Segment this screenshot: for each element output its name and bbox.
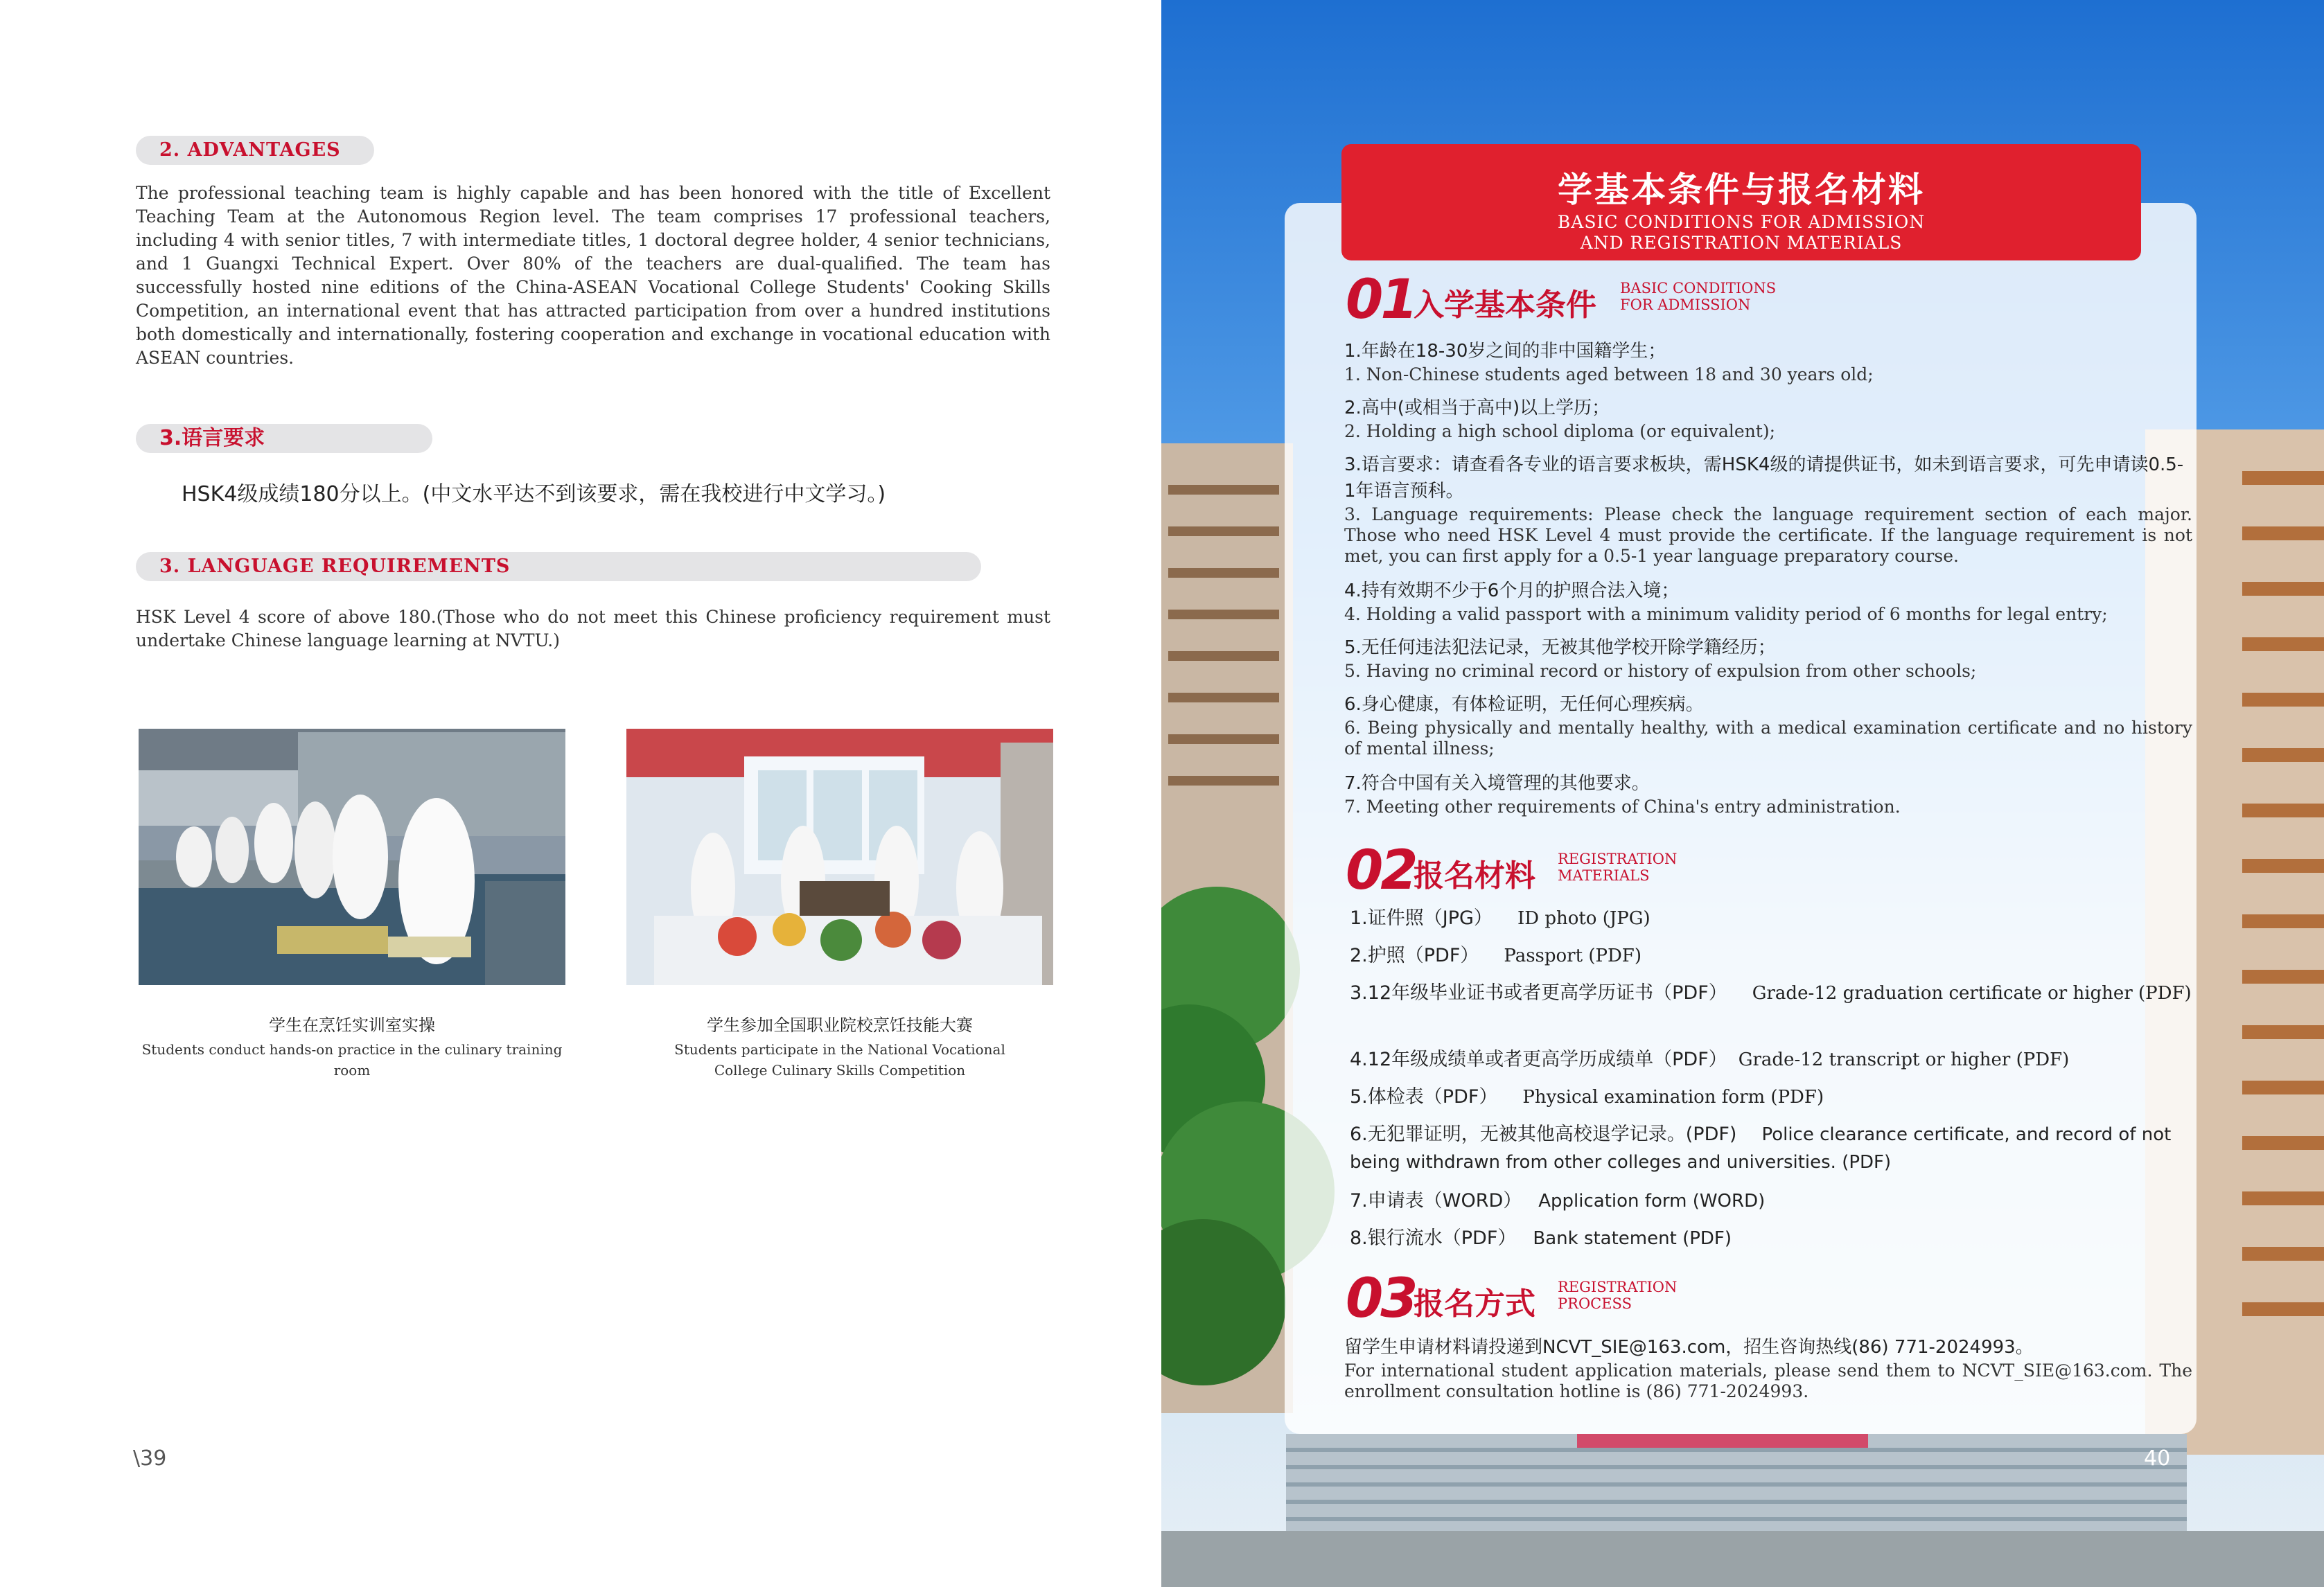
banner-title-en: BASIC CONDITIONS FOR ADMISSION AND REGISTRATION MATERIALS — [1557, 212, 1926, 253]
material-7-cn: 7.申请表（WORD） — [1350, 1190, 1522, 1212]
condition-6-cn: 6.身心健康，有体检证明，无任何心理疾病。 — [1344, 694, 1704, 715]
section3-header — [1346, 1268, 1831, 1330]
condition-item — [1344, 338, 2192, 385]
advantages-body: The professional teaching team is highly capable and has been honored with the title of Excellent Teaching Team at the Autonomous Region level. The team comprises 17 professional teachers, including 4 with senior titles, 7 with intermediate titles, 1 doctoral degree holder, 4 senior technicians, and 1 Guangxi Technical Expert. Over 80% of the teachers are dual-qualified. The team has successfully hosted nine editions of the China-ASEAN Vocational College Students' Cooking Skills Competition, an international event that has attracted participation from over a hundred institutions both domestically and internationally, fostering cooperation and exchange in vocational education with ASEAN countries. — [136, 183, 1050, 368]
banner-title-cn: 学基本条件与报名材料 — [1558, 170, 1925, 210]
condition-2-cn: 2.高中(或相当于高中)以上学历； — [1344, 398, 1610, 418]
material-2-en: Passport (PDF) — [1504, 946, 1641, 966]
kitchen-training-photo — [139, 729, 565, 985]
material-1-en: ID photo (JPG) — [1517, 908, 1650, 929]
material-item — [1350, 905, 2192, 932]
registration-process-cn: 留学生申请材料请投递到NCVT_SIE@163.com，招生咨询热线(86) 771-2024993。 — [1344, 1337, 2034, 1358]
condition-6-en: 6. Being physically and mentally healthy, with a medical examination certificate and no history of mental illness; — [1344, 718, 2192, 759]
photo2-caption-cn: 学生参加全国职业院校烹饪技能大赛 — [707, 1016, 973, 1035]
section3-title-cn: 报名方式 — [1414, 1286, 1535, 1322]
material-8-en: Bank statement (PDF) — [1533, 1228, 1732, 1249]
material-5-en: Physical examination form (PDF) — [1522, 1087, 1824, 1108]
section3-number: 03 — [1346, 1268, 1416, 1330]
material-3-cn: 3.12年级毕业证书或者更高学历证书（PDF） — [1350, 982, 1727, 1004]
title-banner — [1341, 144, 2141, 260]
section1-title-cn: 入学基本条件 — [1414, 287, 1596, 323]
condition-7-cn: 7.符合中国有关入境管理的其他要求。 — [1344, 773, 1650, 794]
right-page — [1161, 0, 2324, 1587]
material-1-cn: 1.证件照（JPG） — [1350, 907, 1493, 929]
left-page — [0, 0, 1161, 1587]
photo2-caption-en: Students participate in the National Vocational College Culinary Skills Competition — [674, 1041, 1005, 1079]
condition-3-en: 3. Language requirements: Please check the language requirement section of each major. Those who need HSK Level 4 must provide the certificate. If the language requirement is not met, you can first apply for a 0.5-1 year language preparatory course. — [1344, 504, 2192, 566]
condition-1-en: 1. Non-Chinese students aged between 18 and 30 years old; — [1344, 364, 1874, 384]
section1-header — [1346, 269, 1831, 331]
language-cn-body: HSK4级成绩180分以上。(中文水平达不到该要求，需在我校进行中文学习。) — [182, 482, 886, 506]
language-cn-heading: 3.语言要求 — [136, 424, 432, 453]
advantages-heading: 2. ADVANTAGES — [136, 136, 374, 165]
section1-title-en: BASIC CONDITIONS FOR ADMISSION — [1620, 280, 1777, 313]
condition-item — [1344, 635, 2192, 682]
material-item — [1350, 1225, 2192, 1252]
section1-number: 01 — [1346, 269, 1416, 331]
material-3-en: Grade-12 graduation certificate or higher (PDF) — [1752, 983, 2192, 1004]
material-6-cn: 6.无犯罪证明，无被其他高校退学记录。(PDF) — [1350, 1124, 1737, 1145]
condition-item — [1344, 395, 2192, 442]
material-4-cn: 4.12年级成绩单或者更高学历成绩单（PDF） — [1350, 1049, 1727, 1070]
condition-3-cn: 3.语言要求：请查看各专业的语言要求板块，需HSK4级的请提供证书，如未到语言要求，可先申请读0.5-1年语言预科。 — [1344, 454, 2184, 502]
condition-item — [1344, 770, 2192, 817]
language-en-body: HSK Level 4 score of above 180.(Those who do not meet this Chinese proficiency requirement must undertake Chinese language learning at NVTU.) — [136, 607, 1050, 650]
registration-process-en: For international student application materials, please send them to NCVT_SIE@163.com. The enrollment consultation hotline is (86) 771-2024993. — [1344, 1360, 2192, 1401]
right-page-number: 40 — [2144, 1446, 2171, 1471]
condition-item — [1344, 578, 2192, 625]
condition-2-en: 2. Holding a high school diploma (or equivalent); — [1344, 421, 1776, 441]
condition-1-cn: 1.年龄在18-30岁之间的非中国籍学生； — [1344, 341, 1666, 362]
material-4-en: Grade-12 transcript or higher (PDF) — [1738, 1049, 2070, 1070]
section2-header — [1346, 840, 1831, 902]
material-8-cn: 8.银行流水（PDF） — [1350, 1227, 1517, 1249]
section2-title-en: REGISTRATION MATERIALS — [1558, 851, 1678, 884]
condition-4-cn: 4.持有效期不少于6个月的护照合法入境； — [1344, 580, 1680, 601]
material-6-en: Police clearance certificate, and record of not being withdrawn from other colleges and universities. (PDF) — [1350, 1124, 2172, 1173]
photo1-caption-en: Students conduct hands-on practice in the culinary training room — [141, 1041, 563, 1079]
material-item — [1350, 1046, 2192, 1074]
condition-item — [1344, 691, 2192, 759]
language-en-heading: 3. LANGUAGE REQUIREMENTS — [136, 552, 981, 581]
section3-title-en: REGISTRATION PROCESS — [1558, 1279, 1678, 1312]
material-item — [1350, 1121, 2192, 1176]
section2-number: 02 — [1346, 840, 1416, 902]
condition-4-en: 4. Holding a valid passport with a minimum validity period of 6 months for legal entry; — [1344, 604, 2108, 624]
material-item — [1350, 1083, 2192, 1111]
material-item — [1350, 1187, 2192, 1215]
material-2-cn: 2.护照（PDF） — [1350, 945, 1479, 966]
material-7-en: Application form (WORD) — [1538, 1191, 1766, 1212]
condition-item — [1344, 452, 2192, 567]
left-page-number: \39 — [133, 1446, 167, 1471]
section2-title-cn: 报名材料 — [1414, 858, 1535, 894]
condition-5-en: 5. Having no criminal record or history of expulsion from other schools; — [1344, 661, 1977, 681]
material-item — [1350, 942, 2192, 970]
condition-7-en: 7. Meeting other requirements of China's entry administration. — [1344, 797, 1901, 817]
material-item — [1350, 979, 2192, 1007]
material-5-cn: 5.体检表（PDF） — [1350, 1086, 1498, 1108]
condition-5-cn: 5.无任何违法犯法记录，无被其他学校开除学籍经历； — [1344, 637, 1776, 658]
registration-process — [1344, 1334, 2192, 1402]
competition-photo — [626, 729, 1053, 985]
photo1-caption-cn: 学生在烹饪实训室实操 — [269, 1016, 435, 1035]
